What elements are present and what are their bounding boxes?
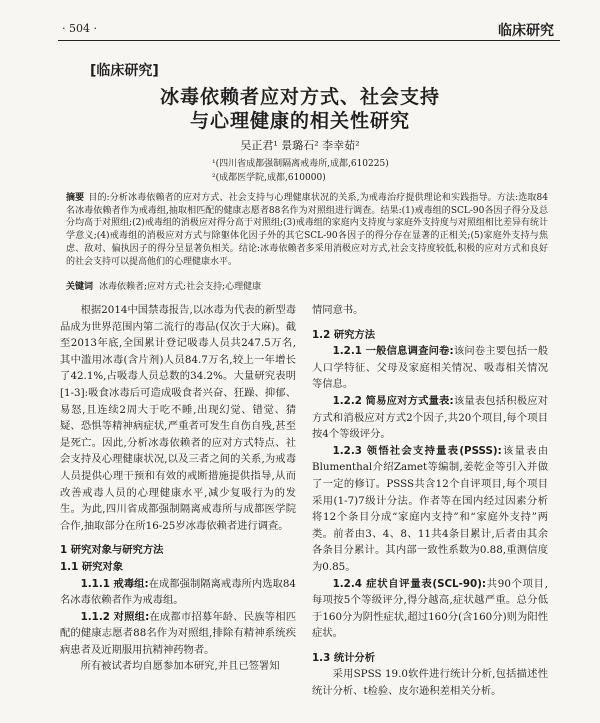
subsection-label: 1.1.2 对照组:: [80, 610, 150, 623]
subsection-label: 1.2.3 领悟社会支持量表(PSSS):: [332, 444, 502, 457]
subsection-text: 共90个项目,每项按5个等级评分,得分越高,症状越严重。总分低于160分为阴性症状,超过160分(含160分)则为阳性症状。: [312, 577, 548, 640]
subsection-label: 1.2.4 症状自评量表(SCL-90):: [332, 577, 487, 590]
keywords: [66, 279, 548, 292]
subsection-text: 该量表由Blumenthal介绍Zamet等编制,姜乾金等引入并做了一定的修订。PSSS共含12个自评项目,每个项目采用(1-7)7级计分法。作者等在国内经过因素分析将12个条目分成“家庭内支持”和“家庭外支持”两类。前者由3、4、8、11共4条目累计,后者由其余各条目分累计。其内部一致性系数为0.88,重测信度为0.85。: [312, 444, 548, 573]
subsection-paragraph: [60, 576, 296, 609]
subsection-text: 该量表包括积极应对方式和消极应对方式2个因子,共20个项目,每个项目按4个等级评分。: [312, 394, 548, 441]
abstract: [66, 192, 548, 268]
subsection-label: 1.1.1 戒毒组:: [80, 577, 149, 590]
subsection-label: 1.2.2 简易应对方式量表:: [332, 394, 454, 407]
abstract-text: 目的:分析冰毒依赖者的应对方式、社会支持与心理健康状况的关系,为戒毒治疗提供理论和实践指导。方法:选取84名冰毒依赖者作为戒毒组,抽取相匹配的健康志愿者88名作为对照组进行调查。结果:(1)戒毒组的SCL-90各因子得分及总分均高于对照组;(2)戒毒组的消极应对得分高于对照组;(3)戒毒组的家庭内支持度与家庭外支持度与对照组相比差异有统计学意义;(4)戒毒组的消极应对方式与除躯体化因子外的其它SCL-90各因子的得分存在显著的正相关;(5)家庭外支持与焦虑、敌对、偏执因子的得分呈显著负相关。结论:冰毒依赖者多采用消极应对方式,社会支持度较低,积极的应对方式和良好的社会支持可以提高他们的心理健康水平。: [66, 193, 548, 267]
section-gap: [312, 642, 548, 650]
affiliation-1: ¹(四川省成都强制隔离戒毒所,成都,610225): [212, 159, 389, 169]
section-gap: [312, 319, 548, 327]
title-line-2: 与心理健康的相关性研究: [189, 110, 410, 132]
right-column: [312, 302, 548, 700]
abstract-label: 摘要: [66, 193, 85, 203]
section-gap: [60, 534, 296, 542]
affiliation-2: ²(成都医学院,成都,610000): [212, 173, 326, 183]
subsection-label: 1.2.1 一般信息调查问卷:: [332, 345, 454, 358]
subsection-paragraph: [312, 443, 548, 576]
subsection-paragraph: [312, 393, 548, 443]
body-paragraph: 采用SPSS 19.0软件进行统计分析,包括描述性统计分析、t检验、皮尔逊积差相关分析。: [312, 668, 548, 698]
subsection-text: 在成都强制隔离戒毒所内选取84名冰毒依赖者作为戒毒组。: [60, 577, 296, 607]
section-tag: [临床研究]: [90, 63, 159, 79]
journal-section-header: 临床研究: [498, 23, 554, 39]
section-heading: 1.1 研究对象: [60, 560, 124, 573]
section-heading: 1.3 统计分析: [312, 651, 376, 664]
header-rule: [58, 40, 560, 41]
section-heading: 1.2 研究方法: [312, 328, 376, 341]
subsection-paragraph: [312, 343, 548, 393]
keywords-text: 冰毒依赖者;应对方式;社会支持;心理健康: [99, 282, 262, 292]
section-heading: 1 研究对象与研究方法: [60, 544, 164, 557]
keywords-label: 关键词: [66, 282, 94, 292]
left-column: [60, 302, 296, 675]
title-line-1: 冰毒依赖者应对方式、社会支持: [159, 86, 440, 108]
body-paragraph: 情同意书。: [312, 304, 364, 316]
authors: 吴正君¹ 景璐石² 李幸茹²: [240, 139, 360, 152]
body-paragraph: 所有被试者均自愿参加本研究,并且已签署知: [80, 660, 280, 673]
subsection-text: 该问卷主要包括一般人口学特征、父母及家庭相关情况、吸毒相关情况等信息。: [312, 345, 548, 391]
subsection-paragraph: [312, 576, 548, 642]
page-number: · 504 ·: [62, 22, 97, 35]
subsection-paragraph: [60, 609, 296, 659]
body-paragraph: 根据2014中国禁毒报告,以冰毒为代表的新型毒品成为世界范围内第二流行的毒品(仅次于大麻)。截至2013年底,全国累计登记吸毒人员共247.5万名,其中滥用冰毒(含片剂)人员84.7万名,较上一年增长了42.1%,占吸毒人员总数的34.2%。大量研究表明[1-3]:吸食冰毒后可造成吸食者兴奋、狂躁、抑郁、易怒,且连续2周大于吃不睡,出现幻觉、错觉、猜疑、恐惧等精神病症状,严重者可发生自伤自残,甚至是死亡。因此,分析冰毒依赖者的应对方式特点、社会支持及心理健康状况,以及三者之间的关系,为戒毒人员提供心理干预和有效的戒断措施提供指导,从而改善戒毒人员的心理健康水平,减少复吸行为的发生。为此,四川省成都强制隔离戒毒所与成都医学院合作,抽取部分在所16-25岁冰毒依赖者进行调查。: [60, 304, 296, 532]
subsection-text: 在成都市招募年龄、民族等相匹配的健康志愿者88名作为对照组,排除有精神系统疾病患者及近期服用抗精神药物者。: [60, 610, 296, 656]
